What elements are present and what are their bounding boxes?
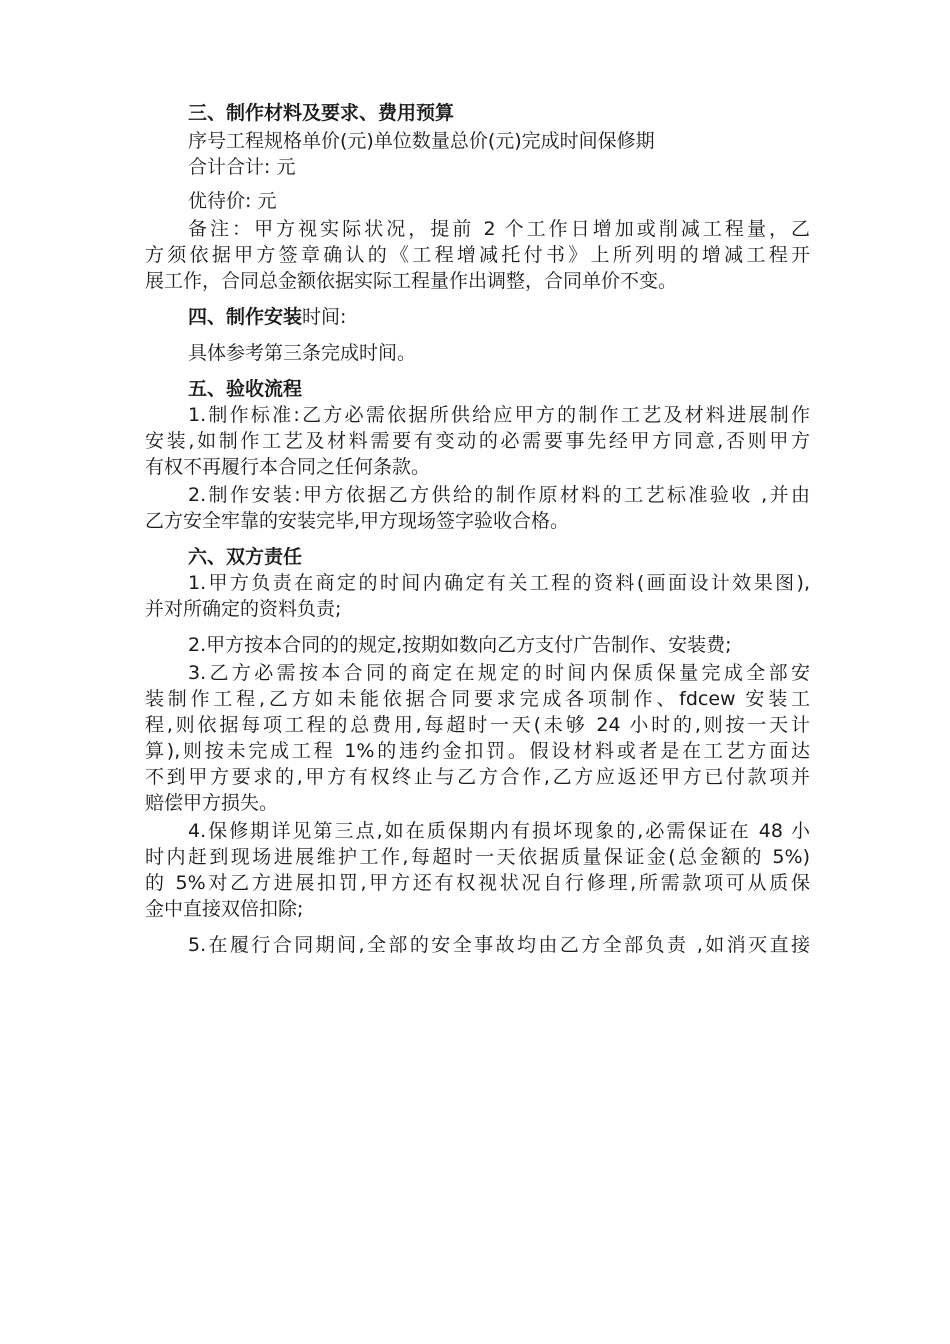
section-4-body: 具体参考第三条完成时间。 — [188, 342, 417, 364]
section-6-item-5 — [145, 932, 810, 958]
total-price: 合计合计: 元 — [188, 156, 296, 178]
section-6-heading: 六、双方责任 — [188, 546, 303, 568]
paragraph-line: 5.在履行合同期间,全部的安全事故均由乙方全部负责 ,如消灭直接 — [188, 934, 810, 956]
paragraph-line: 4.保修期详见第三点,如在质保期内有损坏现象的,必需保证在 48 小 — [188, 820, 810, 842]
paragraph-line: 的 5%对乙方进展扣罚,甲方还有权视状况自行修理,所需款项可从质保 — [145, 872, 810, 894]
section-3-note — [145, 216, 810, 294]
section-4-heading-bold: 四、制作安装 — [188, 306, 303, 328]
section-6-item-4 — [145, 818, 810, 922]
section-5-item-2 — [145, 482, 810, 534]
paragraph-line: 1.制作标准:乙方必需依据所供给应甲方的制作工艺及材料进展制作 — [188, 404, 810, 426]
section-5-heading: 五、验收流程 — [188, 378, 303, 400]
paragraph-line: 3.乙方必需按本合同的商定在规定的时间内保质保量完成全部安 — [188, 662, 810, 684]
section-4-heading — [145, 304, 810, 330]
section-6-item-1 — [145, 570, 810, 622]
paragraph-line: 并对所确定的资料负责; — [145, 598, 342, 620]
document-body — [145, 100, 810, 958]
paragraph-line: 金中直接双倍扣除; — [145, 898, 304, 920]
paragraph-line: 时内赶到现场进展维护工作,每超时一天依据质量保证金(总金额的 5%) — [145, 846, 810, 868]
section-6-item-2: 2.甲方按本合同的的规定,按期如数向乙方支付广告制作、安装费; — [188, 634, 732, 656]
section-4-heading-rest: 时间: — [302, 306, 347, 328]
paragraph-line: 1.甲方负责在商定的时间内确定有关工程的资料(画面设计效果图), — [188, 572, 810, 594]
paragraph-line: 备注：甲方视实际状况，提前 2 个工作日增加或削减工程量，乙 — [188, 218, 810, 240]
paragraph-line: 程,则依据每项工程的总费用,每超时一天(未够 24 小时的,则按一天计 — [145, 714, 810, 736]
paragraph-line: 安装,如制作工艺及材料需要有变动的必需要事先经甲方同意,否则甲方 — [145, 430, 810, 452]
paragraph-line: 乙方安全牢靠的安装完毕,甲方现场签字验收合格。 — [145, 510, 570, 532]
price-table-header: 序号工程规格单价(元)单位数量总价(元)完成时间保修期 — [188, 130, 655, 152]
paragraph-line: 有权不再履行本合同之任何条款。 — [145, 456, 431, 478]
discount-price: 优待价: 元 — [188, 190, 277, 212]
paragraph-line: 装制作工程,乙方如未能依据合同要求完成各项制作、fdcew 安装工 — [145, 688, 810, 710]
paragraph-line: 不到甲方要求的,甲方有权终止与乙方合作,乙方应返还甲方已付款项并 — [145, 766, 810, 788]
section-5-item-1 — [145, 402, 810, 480]
paragraph-line: 展工作，合同总金额依据实际工程量作出调整，合同单价不变。 — [145, 270, 678, 292]
paragraph-line: 赔偿甲方损失。 — [145, 792, 279, 814]
paragraph-line: 算),则按未完成工程 1%的违约金扣罚。假设材料或者是在工艺方面达 — [145, 740, 810, 762]
section-3-heading: 三、制作材料及要求、费用预算 — [188, 102, 455, 124]
paragraph-line: 2.制作安装:甲方依据乙方供给的制作原材料的工艺标准验收 ,并由 — [188, 484, 810, 506]
paragraph-line: 方须依据甲方签章确认的《工程增减托付书》上所列明的增减工程开 — [145, 244, 810, 266]
section-6-item-3 — [145, 660, 810, 816]
